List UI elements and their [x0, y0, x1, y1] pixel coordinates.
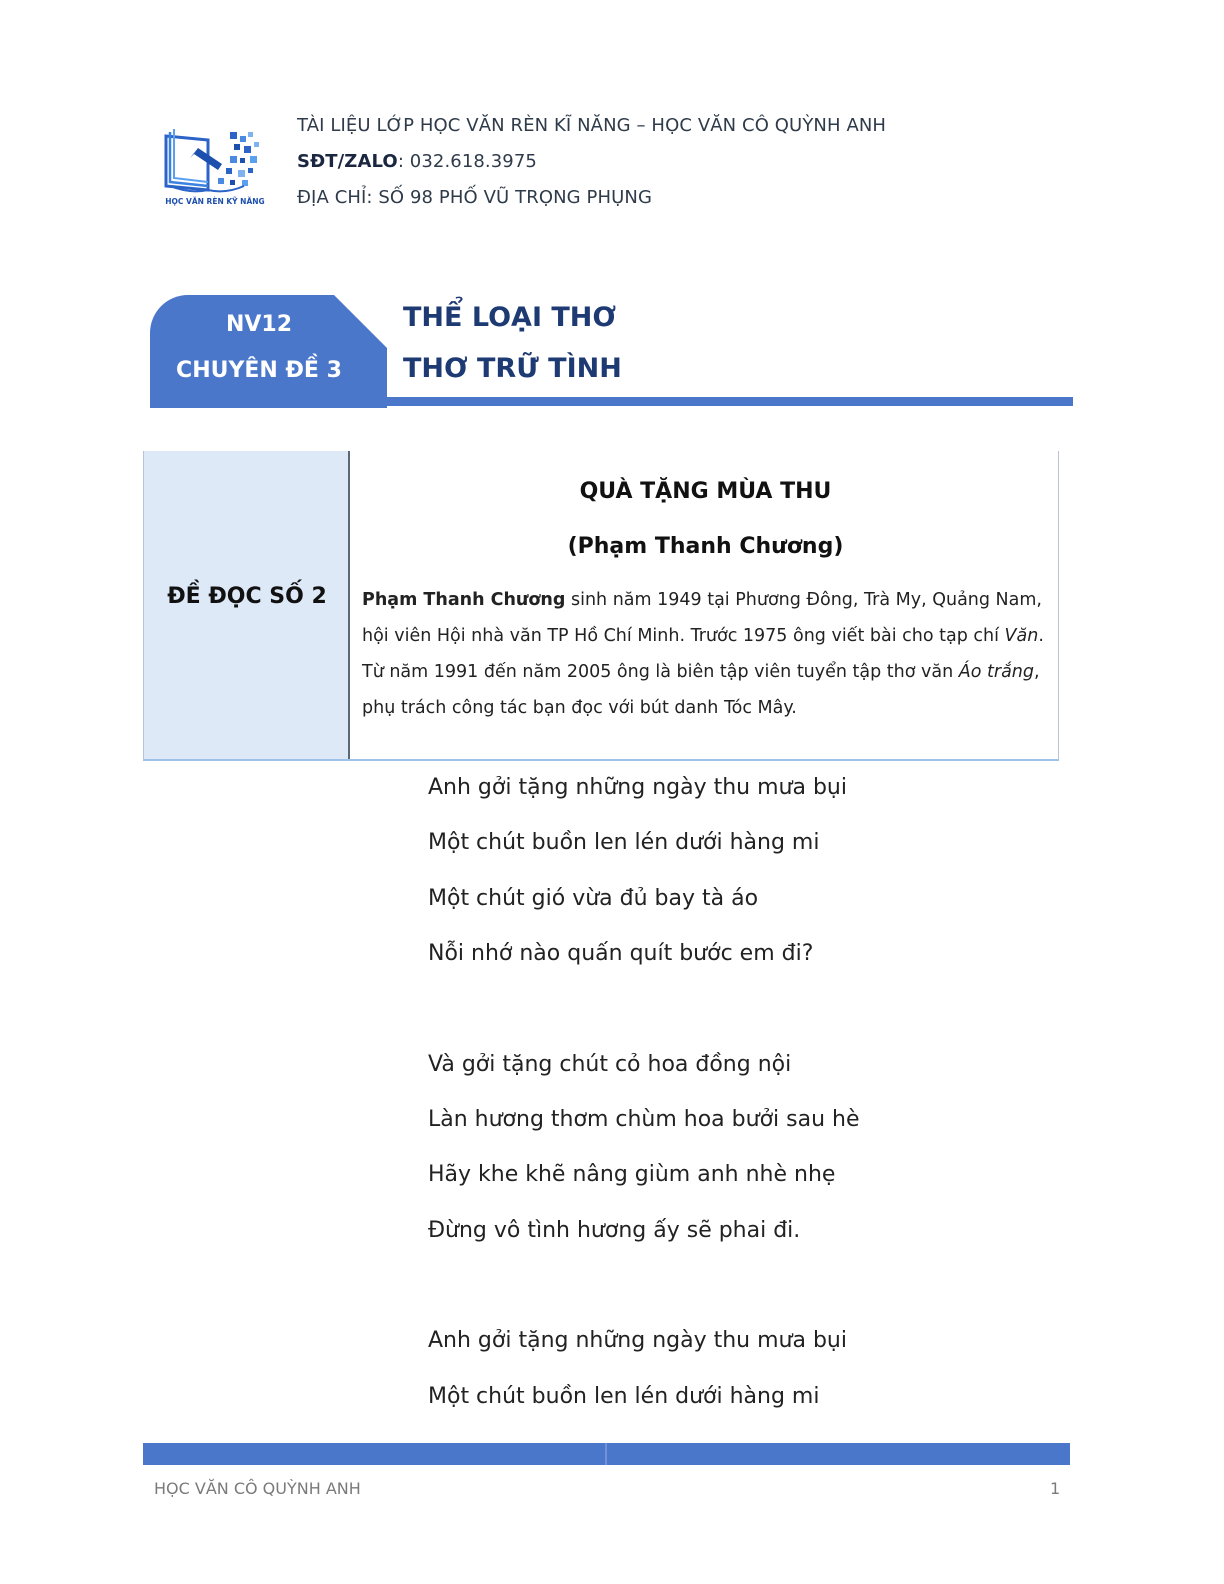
poem-line: Đừng vô tình hương ấy sẽ phai đi.: [428, 1217, 801, 1243]
bio-magazine: Văn: [1004, 626, 1039, 646]
topic-number: CHUYÊN ĐỀ 3: [176, 358, 342, 383]
poem-line: Và gởi tặng chút cỏ hoa đồng nội: [428, 1051, 792, 1077]
poem-line: Làn hương thơm chùm hoa bưởi sau hè: [428, 1106, 860, 1132]
poem-line: Anh gởi tặng những ngày thu mưa bụi: [428, 775, 847, 800]
footer-text: HỌC VĂN CÔ QUỲNH ANH: [154, 1479, 361, 1498]
bio-author: Phạm Thanh Chương: [362, 590, 566, 610]
exercise-label-cell: [144, 451, 350, 759]
banner-underline: [387, 397, 1073, 406]
stanza-gap: [428, 1266, 860, 1321]
course-code: NV12: [225, 312, 293, 337]
phone-value: : 032.618.3975: [397, 151, 537, 172]
poem-body: [428, 768, 860, 1432]
logo-caption: HỌC VĂN RÈN KỸ NĂNG: [165, 197, 265, 206]
header-line1: TÀI LIỆU LỚP HỌC VĂN RÈN KĨ NĂNG – HỌC VĂN CÔ QUỲNH ANH: [297, 115, 887, 136]
header-address: ĐỊA CHỈ: SỐ 98 PHỐ VŨ TRỌNG PHỤNG: [297, 187, 653, 208]
author-bio: [362, 582, 1052, 726]
document-header: [297, 108, 886, 216]
poem-line: Anh gởi tặng những ngày thu mưa bụi: [428, 1328, 847, 1354]
bio-text: , phụ trách công tác bạn đọc với bút danh Tóc Mây.: [362, 662, 1040, 718]
poem-line: Một chút gió vừa đủ bay tà áo: [428, 885, 759, 911]
exercise-box: [143, 451, 1059, 761]
poem-line: Một chút buồn len lén dưới hàng mi: [428, 1383, 820, 1409]
poem-line: Hãy khe khẽ nâng giùm anh nhè nhẹ: [428, 1162, 836, 1188]
stanza-gap: [428, 990, 860, 1045]
page-number: 1: [1050, 1479, 1061, 1498]
header-phone: [297, 144, 886, 180]
poem-author: (Phạm Thanh Chương): [567, 534, 844, 559]
bio-anthology: Áo trắng: [958, 662, 1035, 682]
poem-line: Nỗi nhớ nào quấn quít bước em đi?: [428, 941, 814, 967]
footer-divider: [605, 1443, 607, 1465]
logo: [160, 128, 270, 208]
genre-title: THỂ LOẠI THƠ: [403, 302, 616, 333]
poem-title: QUÀ TẶNG MÙA THU: [579, 479, 832, 504]
bio-text: . Từ năm 1991 đến năm 2005 ông là biên tập viên tuyển tập thơ văn: [362, 626, 1044, 682]
phone-label: SĐT/ZALO: [297, 151, 398, 172]
poem-line: Một chút buồn len lén dưới hàng mi: [428, 830, 820, 856]
subgenre-title: THƠ TRỮ TÌNH: [403, 353, 622, 384]
exercise-label: ĐỀ ĐỌC SỐ 2: [167, 584, 327, 609]
bio-text: sinh năm 1949 tại Phương Đông, Trà My, Quảng Nam, hội viên Hội nhà văn TP Hồ Chí Minh. Trước 1975 ông viết bài cho tạp chí: [362, 590, 1042, 646]
